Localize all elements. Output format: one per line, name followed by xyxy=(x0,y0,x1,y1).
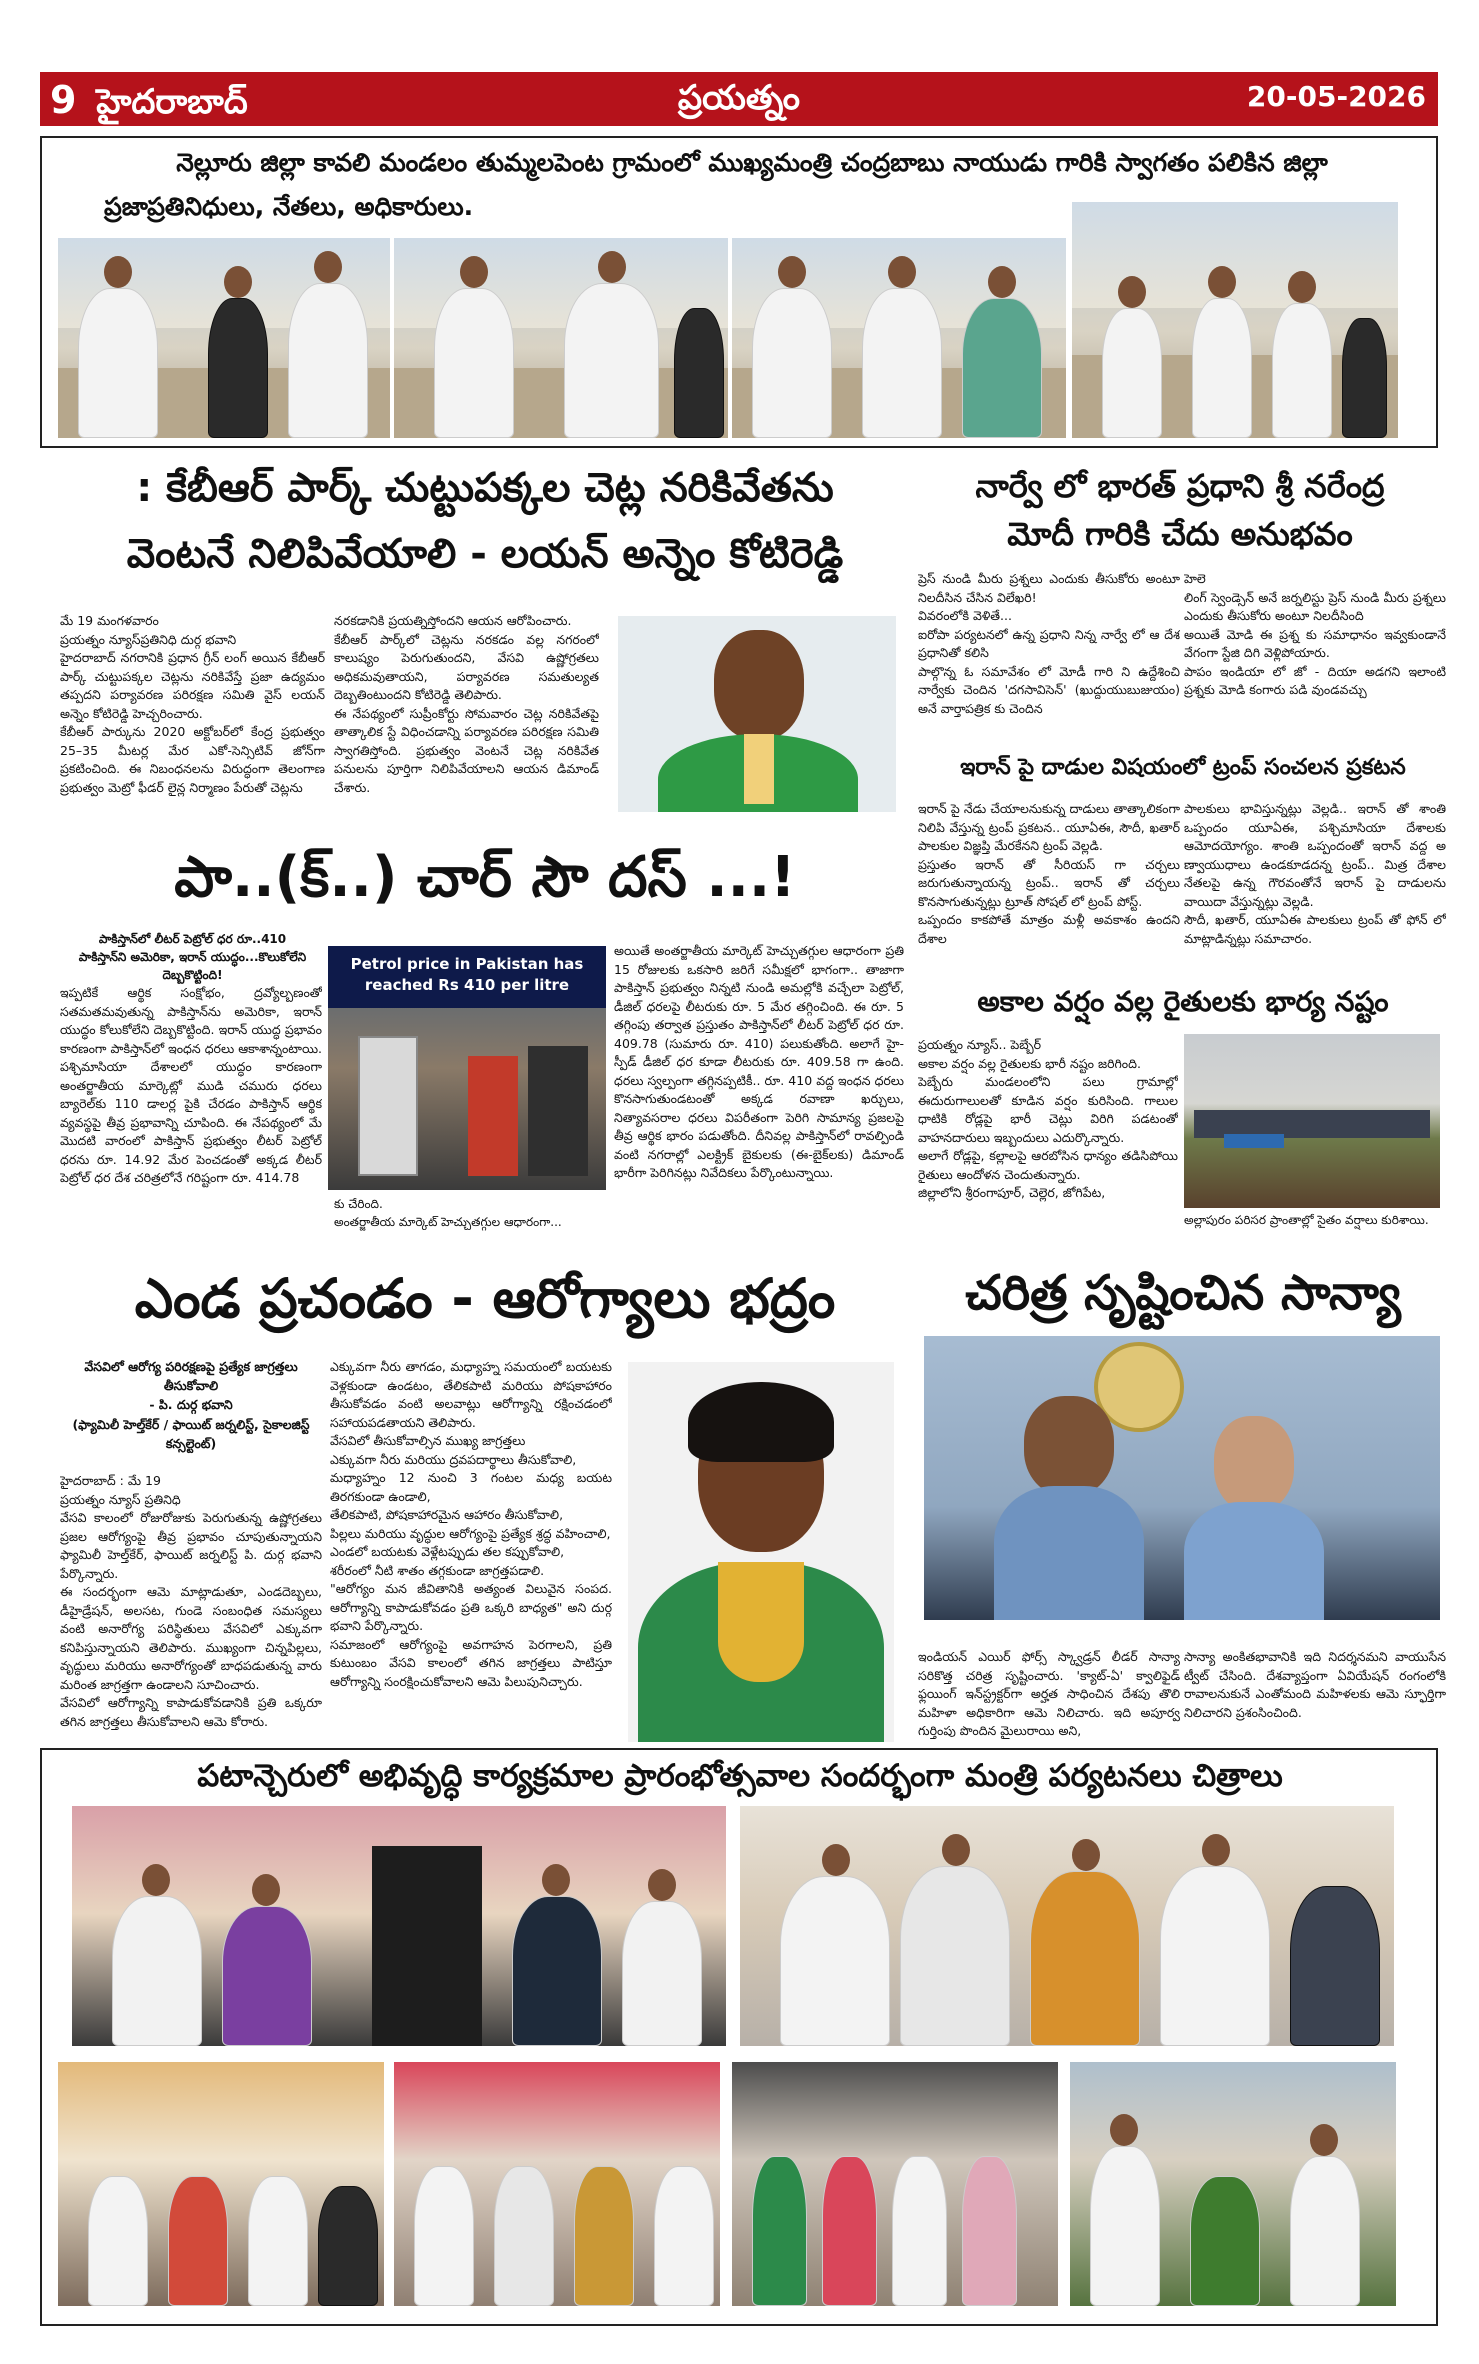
health-body-col1: హైదరాబాద్ : మే 19 ప్రయత్నం న్యూస్ ప్రతినిధి వేసవి కాలంలో రోజురోజుకు పెరుగుతున్న ఉష్ణోగ్రతలు ప్రజల ఆరోగ్యంపై తీవ్ర ప్రభావం చూపుతున్నాయని ఫ్యామిలీ హెల్త్‌కేర్, ఫాయిట్ జర్నలిస్ట్ పి. దుర్గ భవాని పేర్కొన్నారు. ఈ సందర్భంగా ఆమె మాట్లాడుతూ, ఎండదెబ్బలు, డీహైడ్రేషన్, అలసట, గుండె సంబంధిత సమస్యలు వంటి అనారోగ్య పరిస్థితులు వేసవిలో ఎక్కువగా కనిపిస్తున్నాయని తెలిపారు. ముఖ్యంగా చిన్నపిల్లలు, వృద్ధులు మరియు అనారోగ్యంతో బాధపడుతున్న వారు మరింత జాగ్రత్తగా ఉండాలని సూచించారు. వేసవిలో ఆరోగ్యాన్ని కాపాడుకోవడానికి ప్రతి ఒక్కరూ తగిన జాగ్రత్తలు తీసుకోవాలని ఆమె కోరారు. xyxy=(60,1473,322,1729)
kcr-body-col2: నరకడానికి ప్రయత్నిస్తోందని ఆయన ఆరోపించారు. కేబీఆర్ పార్క్‌లో చెట్లను నరకడం వల్ల నగరంలో కాలుష్యం పెరుగుతుందని, వేసవి ఉష్ణోగ్రతలు అధికమవుతాయని, పర్యావరణ సమతుల్యత దెబ్బతింటుందని కోటిరెడ్డి తెలిపారు. ఈ నేపథ్యంలో సుప్రీంకోర్టు సోమవారం చెట్ల నరికివేతపై తాత్కాలిక స్టే విధించడాన్ని పర్యావరణ పరిరక్షణ సమితి స్వాగతిస్తోంది. ప్రభుత్వం వెంటనే చెట్ల నరికివేత పనులను పూర్తిగా నిలిపివేయాలని ఆయన డిమాండ్ చేశారు. xyxy=(334,613,599,795)
banner-line2: reached Rs 410 per litre xyxy=(364,976,570,994)
patancheru-photo-4 xyxy=(394,2062,720,2306)
page-number: 9 xyxy=(50,78,77,122)
rain-headline: అకాల వర్షం వల్ల రైతులకు భార్య నష్టం xyxy=(977,985,1389,1018)
petrol-headline: పా..(క్..) చార్ సౌ దస్ ...! xyxy=(174,845,796,910)
kcr-body-col1: మే 19 మంగళవారం ప్రయత్నం న్యూస్‌ప్రతినిధి దుర్గ భవాని హైదరాబాద్ నగరానికి ప్రధాన గ్రీన్ లంగ్ అయిన కేబీఆర్ పార్క్ చుట్టుపక్కల చెట్లను నరికివేస్తే ప్రజా ఉద్యమం తప్పదని పర్యావరణ పరిరక్షణ సమితి వైస్ లయన్ అన్నెం కోటిరెడ్డి హెచ్చరించారు. కేబీఆర్ పార్కును 2020 అక్టోబర్‌లో కేంద్ర ప్రభుత్వం 25–35 మీటర్ల మేర ఎకో-సెన్సిటివ్ జోన్‌గా ప్రకటించింది. ఈ నిబంధనలను విరుద్ధంగా తెలంగాణ ప్రభుత్వం మెట్రో ఫీడర్ లైన్ల నిర్మాణం పేరుతో చెట్లను xyxy=(60,613,325,795)
sanya-body-col1: ఇండియన్ ఎయిర్ ఫోర్స్ స్క్వాడ్రన్ లీడర్ సాన్యా సరికొత్త చరిత్ర సృష్టించారు. 'క్యాట్-ఏ' క్వాలిఫైడ్ ఫ్లయింగ్ ఇన్‌స్ట్రక్టర్‌గా అర్హత సాధించిన దేశపు తొలి మహిళా అధికారిగా ఆమె నిలిచారు. ఇది అపూర్వ గుర్తింపు పొందిన మైలురాయి అని, xyxy=(918,1649,1180,1738)
rain-photo xyxy=(1184,1034,1440,1208)
norway-body-col1: ప్రెస్ నుండి మీరు ప్రశ్నలు ఎందుకు తీసుకోరు అంటూ నిలదీసిన చేసిన విలేఖరి! వివరంలోకి వెళితే... ఐరోపా పర్యటనలో ఉన్న ప్రధాని నిన్న నార్వే లో ఆ దేశ ప్రధానితో కలిసి పాల్గొన్న ఓ సమావేశం లో మోడీ గారి ని ఉద్దేశించి నార్వేకు చెందిన 'దగసావిసెన్' (ఖుద్దుయుబుజుయం) అనే వార్తాపత్రిక కు చెందిన xyxy=(918,571,1180,716)
norway-headline-line1: నార్వే లో భారత్ ప్రధాని శ్రీ నరేంద్ర xyxy=(975,467,1385,505)
sanya-headline: చరిత్ర సృష్టించిన సాన్యా xyxy=(965,1265,1401,1321)
iran-body-col2: పాలకులు భావిస్తున్నట్లు వెల్లడి.. ఇరాన్ తో శాంతి ఒప్పందం యూఏఈ, పశ్చిమాసియా దేశాలకు ఆమోదయోగ్యం. శాంతి ఒప్పందంతో ఇరాన్ వద్ద అ ణ్వాయుధాలు ఉండకూడదన్న ట్రంప్.. మిత్ర దేశాల నేతలపై ఉన్న గౌరవంతోనే ఇరాన్ పై దాడులను వాయిదా వేస్తున్నట్లు వెల్లడి. సౌదీ, ఖతార్, యూఏఈ పాలకులు ట్రంప్ తో ఫోన్ లో మాట్లాడిన్నట్లు సమాచారం. xyxy=(1184,801,1446,946)
health-deck-line2: - పి. దుర్గ భవాని xyxy=(149,1397,233,1412)
norway-body-col2: హెలె లింగ్ స్వెండ్సెన్ అనే జర్నలిస్టు ప్రెస్ నుండి మీరు ప్రశ్నలు ఎందుకు తీసుకోరు అంటూ నిలదీసింది అయితే మోడి ఈ ప్రశ్న కు సమాధానం ఇవ్వకుండానే వేగంగా స్టేజి దిగి వెళ్లిపోయారు. పాపం ఇండియా లో జో - దియా అడగని ఇలాంటి ప్రశ్నకు మోడి కంగారు పడి వుండవచ్చు xyxy=(1184,571,1446,697)
petrol-body-col1: ఇప్పటికే ఆర్థిక సంక్షోభం, ద్రవ్యోల్బణంతో సతమతమవుతున్న పాకిస్తాన్‌ను అమెరికా, ఇరాన్ యుద్ధం కోలుకోలేని దెబ్బకొట్టింది. ఇరాన్ యుద్ధ ప్రభావం కారణంగా పాకిస్తాన్‌లో ఇంధన ధరలు ఆకాశాన్నంటాయి. పశ్చిమాసియా దేశాలలో యుద్ధం కారణంగా అంతర్జాతీయ మార్కెట్లో ముడి చమురు ధరలు బ్యారెల్‌కు 110 డాలర్ల పైకి చేరడం పాకిస్తాన్ ఆర్థిక వ్యవస్థపై తీవ్ర ప్రభావాన్ని చూపింది. ఈ నేపథ్యంలో మే మొదటి వారంలో పాకిస్తాన్ ప్రభుత్వం లీటర్ పెట్రోల్ ధరను రూ. 14.92 మేర పెంచడంతో అక్కడ లీటర్ పెట్రోల్ ధర దేశ చరిత్రలోనే గరిష్టంగా రూ. 414.78 xyxy=(60,985,322,1185)
masthead xyxy=(40,72,1438,126)
city-name: హైదరాబాద్ xyxy=(96,82,248,122)
top-photo-4 xyxy=(1072,202,1398,438)
health-deck-line3: (ఫ్యామిలీ హెల్త్‌కేర్ / ఫాయిట్ జర్నలిస్ట్, సైకాలజిస్ట్ కన్సల్టెంట్) xyxy=(72,1417,310,1451)
rain-photo-caption: అల్లాపురం పరిసర ప్రాంతాల్లో సైతం వర్షాలు కురిశాయి. xyxy=(1184,1213,1429,1227)
patancheru-headline: పటాన్చెరులో అభివృద్ధి కార్యక్రమాల ప్రారంభోత్సవాల సందర్భంగా మంత్రి పర్యటనలు చిత్రాలు xyxy=(197,1758,1283,1794)
patancheru-photo-1 xyxy=(72,1806,726,2046)
health-portrait-photo xyxy=(628,1362,894,1742)
patancheru-photo-6 xyxy=(1070,2062,1396,2306)
petrol-price-banner xyxy=(328,946,606,1008)
banner-line1: Petrol price in Pakistan has xyxy=(350,955,584,973)
health-deck-line1: వేసవిలో ఆరోగ్య పరిరక్షణపై ప్రత్యేక జాగ్రత్తలు తీసుకోవాలి xyxy=(84,1359,298,1393)
kcr-headline-line1: : కేబీఆర్ పార్క్ చుట్టుపక్కల చెట్ల నరికివేతను xyxy=(136,465,834,511)
kcr-headline-line2: వెంటనే నిలిపివేయాలి - లయన్ అన్నెం కోటిరెడ్డి xyxy=(126,531,844,577)
kcr-portrait-photo xyxy=(618,616,896,812)
rain-body-col1: ప్రయత్నం న్యూస్.. పెబ్బేర్ అకాల వర్షం వల్ల రైతులకు భారీ నష్టం జరిగింది. పెబ్బేరు మండలంలోని పలు గ్రామాల్లో ఈదురుగాలులతో కూడిన వర్షం కురిసింది. గాలుల ధాటికి రోడ్లపై భారీ చెట్లు విరిగి పడటంతో వాహనదారులు ఇబ్బందులు ఎదుర్కొన్నారు. అలాగే రోడ్లపై, కల్లాలపై ఆరబోసిన ధాన్యం తడిసిపోయి రైతులు ఆందోళన చెందుతున్నారు. జిల్లాలోని శ్రీరంగాపూర్, చెల్లెర, జోగిపేట, xyxy=(918,1037,1178,1200)
petrol-caption-b: అంతర్జాతీయ మార్కెట్ హెచ్చుతగ్గుల ఆధారంగా... xyxy=(334,1215,562,1229)
health-headline: ఎండ ప్రచండం - ఆరోగ్యాలు భద్రం xyxy=(134,1267,836,1330)
sanya-body-col2: సాన్యా అంకితభావానికి ఇది నిదర్శనమని వాయుసేన ట్వీట్ చేసింది. దేశవ్యాప్తంగా ఏవియేషన్ రంగంలోకి రావాలనుకునే ఎంతోమంది మహిళలకు ఆమె స్ఫూర్తిగా నిలిచారని ప్రశంసించింది. xyxy=(1184,1649,1446,1720)
sanya-photo xyxy=(924,1336,1440,1620)
top-photo-1 xyxy=(58,238,390,438)
paper-name: ప్రయత్నం xyxy=(677,78,801,118)
top-photo-3 xyxy=(732,238,1066,438)
patancheru-photo-2 xyxy=(740,1806,1394,2046)
patancheru-photo-3 xyxy=(58,2062,384,2306)
petrol-deck: పాకిస్తాన్‌లో లీటర్ పెట్రోల్ ధర రూ..410 పాకిస్తాన్‌ని అమెరికా, ఇరాన్ యుద్ధం...కొలుకోలేని దెబ్బకొట్టింది! xyxy=(78,932,307,982)
top-story-caption-line2: ప్రజాప్రతినిధులు, నేతలు, అధికారులు. xyxy=(104,192,474,221)
top-story-caption-line1: నెల్లూరు జిల్లా కావలి మండలం తుమ్మలపెంట గ్రామంలో ముఖ్యమంత్రి చంద్రబాబు నాయుడు గారికి స్వాగతం పలికిన జిల్లా xyxy=(176,148,1328,177)
petrol-body-col2: అయితే అంతర్జాతీయ మార్కెట్ హెచ్చుతగ్గుల ఆధారంగా ప్రతి 15 రోజులకు ఒకసారి జరిగే సమీక్షలో భాగంగా.. తాజాగా పాకిస్తాన్ ప్రభుత్వం నిన్నటి నుండి అమల్లోకి వచ్చేలా పెట్రోల్, డీజిల్ ధరలపై లీటరుకు రూ. 5 మేర తగ్గించింది. ఈ రూ. 5 తగ్గింపు తర్వాత ప్రస్తుతం పాకిస్తాన్‌లో లీటర్ పెట్రోల్ ధర రూ. 409.78 (సుమారు రూ. 410) పలుకుతోంది. అలాగే హై-స్పీడ్ డీజిల్ ధర కూడా లీటరుకు రూ. 409.58 గా ఉంది. ధరలు స్వల్పంగా తగ్గినప్పటికీ.. రూ. 410 వద్ద ఇంధన ధరలు కొనసాగుతుండటంతో అక్కడ రవాణా ఖర్చులు, నిత్యావసరాల ధరలు విపరీతంగా పెరిగి సామాన్య ప్రజలపై తీవ్ర ఆర్థిక భారం పడుతోంది. దీనివల్ల పాకిస్తాన్‌లో రావల్పిండి వంటి నగరాల్లో ఎలక్ట్రిక్ బైకులకు (ఈ-బైక్‌లకు) డిమాండ్ భారీగా పెరిగినట్లు నివేదికలు పేర్కొంటున్నాయి. xyxy=(614,943,904,1180)
petrol-caption-a: కు చేరింది. xyxy=(334,1197,383,1211)
patancheru-photo-5 xyxy=(732,2062,1058,2306)
norway-headline-line2: మోదీ గారికి చేదు అనుభవం xyxy=(1007,515,1353,553)
iran-body-col1: ఇరాన్ పై నేడు చేయాలనుకున్న దాడులు తాత్కాలికంగా నిలిపి వేస్తున్న ట్రంప్ ప్రకటన.. యూఏఈ, సౌదీ, ఖతార్ పాలకుల విజ్ఞప్తి మేరకేనని ట్రంప్ వెల్లడి. ప్రస్తుతం ఇరాన్ తో సీరియస్ గా చర్చలు జరుగుతున్నాయన్న ట్రంప్.. ఇరాన్ తో చర్చలు కొనసాగుతున్నట్లు ట్రూత్ సోషల్ లో ట్రంప్ పోస్ట్. ఒప్పందం కాకపోతే మాత్రం మళ్లీ అవకాశం ఉందని దేశాల xyxy=(918,801,1180,946)
health-body-col2: ఎక్కువగా నీరు తాగడం, మధ్యాహ్న సమయంలో బయటకు వెళ్లకుండా ఉండటం, తేలికపాటి మరియు పోషకాహారం తీసుకోవడం వంటి అలవాట్లు ఆరోగ్యాన్ని రక్షించడంలో సహాయపడతాయని తెలిపారు. వేసవిలో తీసుకోవాల్సిన ముఖ్య జాగ్రత్తలు ఎక్కువగా నీరు మరియు ద్రవపదార్థాలు తీసుకోవాలి, మధ్యాహ్నం 12 నుంచి 3 గంటల మధ్య బయట తిరగకుండా ఉండాలి, తేలికపాటి, పోషకాహారమైన ఆహారం తీసుకోవాలి, పిల్లలు మరియు వృద్ధుల ఆరోగ్యంపై ప్రత్యేక శ్రద్ధ వహించాలి, ఎండలో బయటకు వెళ్లేటప్పుడు తల కప్పుకోవాలి, శరీరంలో నీటి శాతం తగ్గకుండా జాగ్రత్తపడాలి. "ఆరోగ్యం మన జీవితానికి అత్యంత విలువైన సంపద. ఆరోగ్యాన్ని కాపాడుకోవడం ప్రతి ఒక్కరి బాధ్యత" అని దుర్గ భవాని పేర్కొన్నారు. సమాజంలో ఆరోగ్యంపై అవగాహన పెరగాలని, ప్రతి కుటుంబం వేసవి కాలంలో తగిన జాగ్రత్తలు పాటిస్తూ ఆరోగ్యాన్ని సంరక్షించుకోవాలని ఆమె పిలుపునిచ్చారు. xyxy=(330,1359,612,1689)
iran-headline: ఇరాన్ పై దాడుల విషయంలో ట్రంప్ సంచలన ప్రకటన xyxy=(960,755,1406,780)
top-photo-2 xyxy=(394,238,728,438)
issue-date: 20-05-2026 xyxy=(1246,80,1426,113)
